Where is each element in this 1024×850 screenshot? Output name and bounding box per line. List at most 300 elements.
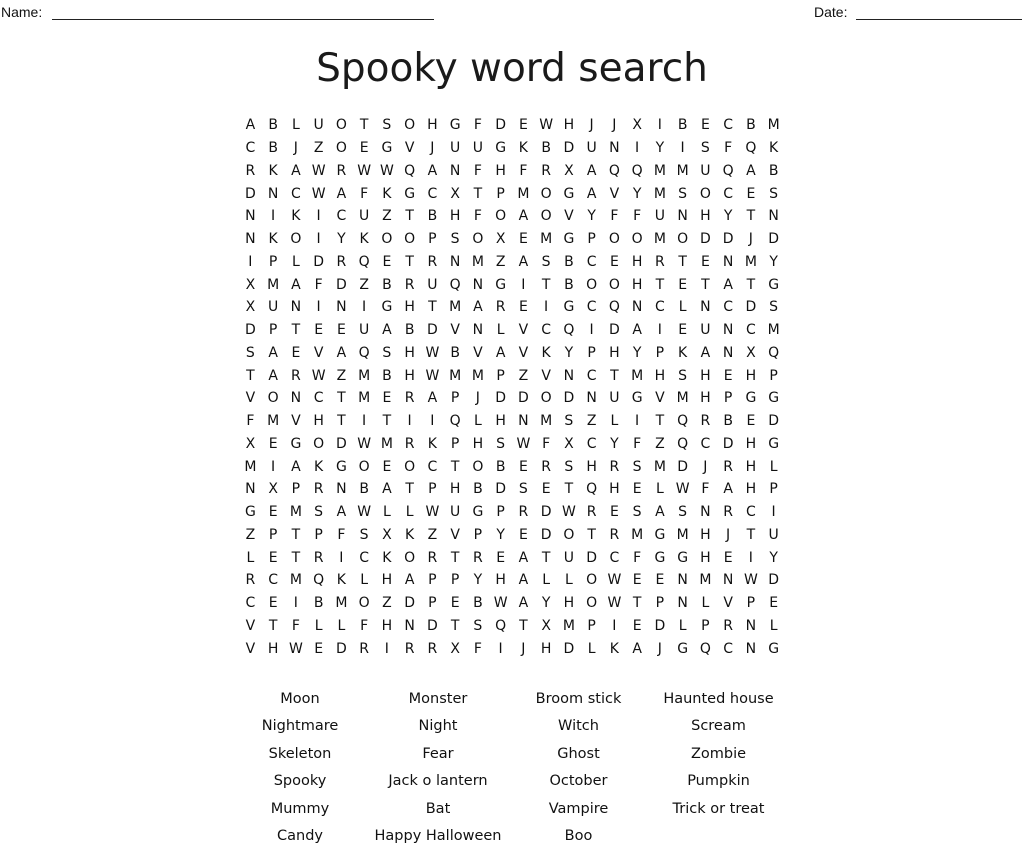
grid-letter: H xyxy=(313,413,324,430)
grid-letter: J xyxy=(430,140,435,157)
grid-letter: O xyxy=(608,231,620,248)
grid-letter: V xyxy=(541,367,551,384)
grid-letter: S xyxy=(245,344,255,361)
grid-letter: T xyxy=(428,299,437,316)
grid-letter: D xyxy=(335,276,347,293)
grid-letter: S xyxy=(678,367,688,384)
grid-letter: Z xyxy=(336,367,347,384)
grid-letter: B xyxy=(541,140,551,157)
grid-letter: S xyxy=(450,231,460,248)
grid-letter: V xyxy=(404,140,415,157)
grid-letter: N xyxy=(472,322,484,339)
grid-letter: F xyxy=(724,140,733,157)
grid-letter: G xyxy=(768,390,780,407)
grid-letter: D xyxy=(335,640,347,657)
word-list xyxy=(230,685,786,850)
grid-letter: E xyxy=(723,549,733,566)
grid-letter: N xyxy=(745,617,757,634)
grid-letter: T xyxy=(519,617,528,634)
grid-letter: L xyxy=(542,572,551,589)
grid-letter: N xyxy=(290,390,302,407)
grid-letter: P xyxy=(428,231,437,248)
grid-letter: Q xyxy=(745,140,757,157)
word-list-item: Nightmare xyxy=(261,718,339,735)
grid-letter: N xyxy=(449,162,461,179)
grid-letter: E xyxy=(518,117,528,134)
grid-letter: H xyxy=(700,526,711,543)
grid-letter: P xyxy=(769,481,778,498)
grid-letter: I xyxy=(384,640,389,657)
grid-letter: L xyxy=(473,413,482,430)
grid-letter: L xyxy=(496,322,505,339)
grid-letter: E xyxy=(268,504,278,521)
grid-letter: H xyxy=(745,435,757,452)
word-list-item: Zombie xyxy=(690,745,747,762)
grid-letter: R xyxy=(609,526,620,543)
grid-letter: K xyxy=(268,231,278,248)
grid-letter: T xyxy=(610,367,619,384)
grid-letter: D xyxy=(768,413,780,430)
grid-letter: V xyxy=(245,390,256,407)
grid-letter: R xyxy=(609,458,620,475)
grid-letter: X xyxy=(450,185,460,202)
grid-letter: W xyxy=(357,162,372,179)
grid-letter: O xyxy=(608,276,620,293)
grid-letter: H xyxy=(472,435,484,452)
grid-letter: N xyxy=(267,185,279,202)
grid-letter: Q xyxy=(722,162,734,179)
grid-letter: N xyxy=(677,208,688,225)
grid-letter: N xyxy=(677,572,688,589)
grid-letter: K xyxy=(518,140,528,157)
grid-letter: J xyxy=(657,640,662,657)
grid-letter: U xyxy=(427,276,438,293)
word-list-item: Vampire xyxy=(548,800,609,817)
grid-letter: W xyxy=(425,367,440,384)
grid-letter: M xyxy=(471,253,484,270)
grid-letter: U xyxy=(450,140,461,157)
grid-letter: O xyxy=(335,140,347,157)
grid-letter: H xyxy=(700,549,711,566)
grid-letter: Q xyxy=(677,435,689,452)
grid-letter: K xyxy=(336,572,346,589)
word-list-item: Trick or treat xyxy=(672,800,765,817)
grid-letter: Z xyxy=(313,140,324,157)
grid-letter: I xyxy=(612,617,617,634)
grid-letter: A xyxy=(336,185,347,202)
grid-letter: E xyxy=(382,253,392,270)
grid-letter: P xyxy=(655,595,665,612)
grid-letter: T xyxy=(746,276,756,293)
word-list-item: Witch xyxy=(558,718,599,735)
grid-letter: E xyxy=(518,299,528,316)
grid-letter: H xyxy=(563,117,575,134)
grid-letter: J xyxy=(475,390,480,407)
grid-letter: Y xyxy=(632,344,642,361)
grid-letter: M xyxy=(517,185,530,202)
grid-letter: T xyxy=(450,458,460,475)
grid-letter: N xyxy=(768,208,779,225)
grid-letter: P xyxy=(450,390,460,407)
grid-letter: H xyxy=(495,162,506,179)
grid-letter: N xyxy=(700,299,711,316)
grid-letter: O xyxy=(267,390,279,407)
grid-letter: L xyxy=(246,549,255,566)
grid-letter: Q xyxy=(495,617,507,634)
grid-letter: D xyxy=(722,231,734,248)
grid-letter: E xyxy=(450,595,460,612)
grid-letter: L xyxy=(382,504,391,521)
grid-letter: V xyxy=(245,617,256,634)
grid-letter: P xyxy=(769,367,778,384)
name-field-line xyxy=(52,19,434,20)
grid-letter: D xyxy=(313,253,325,270)
grid-letter: A xyxy=(382,481,392,498)
grid-letter: E xyxy=(746,413,756,430)
grid-letter: D xyxy=(654,617,666,634)
grid-letter: A xyxy=(427,390,438,407)
grid-letter: C xyxy=(245,140,256,157)
grid-letter: D xyxy=(404,595,416,612)
grid-letter: P xyxy=(655,344,665,361)
grid-letter: T xyxy=(541,276,551,293)
grid-letter: O xyxy=(472,231,484,248)
grid-letter: R xyxy=(427,640,438,657)
grid-letter: F xyxy=(701,481,710,498)
grid-letter: F xyxy=(633,208,642,225)
page-title: Spooky word search xyxy=(316,46,708,91)
grid-letter: M xyxy=(631,526,644,543)
grid-letter: N xyxy=(336,299,347,316)
grid-letter: S xyxy=(518,481,528,498)
grid-letter: A xyxy=(518,253,529,270)
grid-letter: E xyxy=(359,140,369,157)
grid-letter: M xyxy=(244,458,257,475)
grid-letter: Q xyxy=(358,344,370,361)
grid-letter: T xyxy=(337,390,346,407)
grid-letter: I xyxy=(407,413,412,430)
grid-letter: E xyxy=(382,390,392,407)
grid-letter: O xyxy=(404,117,416,134)
grid-letter: N xyxy=(336,481,347,498)
word-list-item: Jack o lantern xyxy=(388,773,488,790)
grid-letter: P xyxy=(268,526,278,543)
grid-letter: A xyxy=(586,185,597,202)
grid-letter: C xyxy=(586,299,597,316)
grid-letter: E xyxy=(678,276,688,293)
grid-letter: L xyxy=(337,617,346,634)
grid-letter: R xyxy=(427,253,438,270)
grid-letter: S xyxy=(314,504,324,521)
grid-letter: N xyxy=(245,481,256,498)
grid-letter: F xyxy=(633,435,642,452)
grid-letter: X xyxy=(564,162,574,179)
grid-letter: M xyxy=(358,367,371,384)
grid-letter: H xyxy=(404,299,415,316)
word-list-item: Broom stick xyxy=(535,690,622,707)
word-list-item: Mummy xyxy=(270,800,330,817)
grid-letter: R xyxy=(495,299,506,316)
grid-letter: O xyxy=(540,390,552,407)
grid-letter: M xyxy=(335,595,348,612)
grid-letter: O xyxy=(335,117,347,134)
grid-letter: D xyxy=(495,481,507,498)
grid-letter: A xyxy=(291,458,301,475)
grid-letter: J xyxy=(612,117,617,134)
grid-letter: M xyxy=(380,435,393,452)
grid-letter: R xyxy=(473,549,483,566)
grid-letter: I xyxy=(657,322,662,339)
grid-letter: D xyxy=(768,231,780,248)
grid-letter: B xyxy=(564,253,574,270)
grid-letter: T xyxy=(382,413,392,430)
grid-letter: N xyxy=(245,208,256,225)
grid-letter: V xyxy=(655,390,665,407)
grid-letter: X xyxy=(382,526,392,543)
grid-letter: U xyxy=(472,140,483,157)
grid-letter: P xyxy=(291,481,301,498)
grid-letter: D xyxy=(677,458,689,475)
grid-letter: H xyxy=(631,253,643,270)
grid-letter: B xyxy=(450,344,460,361)
grid-letter: L xyxy=(678,299,687,316)
word-list-item: Boo xyxy=(564,828,593,845)
grid-letter: R xyxy=(723,458,733,475)
grid-letter: P xyxy=(428,595,437,612)
grid-letter: Q xyxy=(608,162,620,179)
grid-letter: K xyxy=(769,140,779,157)
grid-letter: C xyxy=(336,208,347,225)
grid-letter: D xyxy=(722,435,734,452)
grid-letter: A xyxy=(518,549,529,566)
grid-letter: N xyxy=(563,367,575,384)
grid-letter: K xyxy=(359,231,369,248)
word-list-item: Spooky xyxy=(273,773,327,790)
grid-letter: H xyxy=(404,367,415,384)
grid-letter: W xyxy=(743,572,758,589)
grid-letter: A xyxy=(655,504,665,521)
grid-letter: W xyxy=(425,504,440,521)
grid-letter: C xyxy=(427,458,438,475)
grid-letter: N xyxy=(290,299,302,316)
grid-letter: X xyxy=(495,231,506,248)
grid-letter: I xyxy=(635,140,640,157)
grid-letter: T xyxy=(564,481,574,498)
grid-letter: N xyxy=(609,140,620,157)
grid-letter: S xyxy=(541,253,551,270)
grid-letter: H xyxy=(700,390,711,407)
grid-letter: H xyxy=(449,208,461,225)
grid-letter: N xyxy=(404,617,415,634)
grid-letter: H xyxy=(427,117,438,134)
grid-letter: T xyxy=(268,617,278,634)
grid-letter: Y xyxy=(769,549,778,566)
grid-letter: C xyxy=(745,322,756,339)
grid-letter: W xyxy=(675,481,690,498)
grid-letter: O xyxy=(586,276,598,293)
word-list-item: Happy Halloween xyxy=(374,828,502,845)
grid-letter: L xyxy=(314,617,323,634)
grid-letter: H xyxy=(449,481,461,498)
grid-letter: S xyxy=(678,185,688,202)
grid-letter: K xyxy=(314,458,324,475)
grid-letter: O xyxy=(631,231,643,248)
grid-letter: P xyxy=(450,435,460,452)
grid-letter: E xyxy=(609,253,619,270)
grid-letter: S xyxy=(632,458,642,475)
grid-letter: A xyxy=(746,162,756,179)
grid-letter: H xyxy=(745,458,757,475)
grid-letter: I xyxy=(271,458,276,475)
grid-letter: T xyxy=(405,253,414,270)
grid-letter: C xyxy=(723,640,734,657)
grid-letter: T xyxy=(405,208,414,225)
grid-letter: C xyxy=(427,185,438,202)
grid-letter: G xyxy=(381,299,393,316)
grid-letter: E xyxy=(518,231,528,248)
word-list-item: Night xyxy=(418,718,458,735)
grid-letter: C xyxy=(609,549,620,566)
grid-letter: A xyxy=(291,276,301,293)
grid-letter: C xyxy=(723,299,734,316)
word-list-item: Skeleton xyxy=(268,745,332,762)
grid-letter: S xyxy=(382,344,392,361)
grid-letter: X xyxy=(632,117,642,134)
grid-letter: T xyxy=(587,526,596,543)
grid-letter: Z xyxy=(495,253,506,270)
grid-letter: I xyxy=(680,140,685,157)
grid-letter: F xyxy=(473,162,482,179)
grid-letter: H xyxy=(381,572,393,589)
date-label: Date: xyxy=(814,4,848,20)
grid-letter: Q xyxy=(699,640,711,657)
grid-letter: D xyxy=(586,549,598,566)
grid-letter: Q xyxy=(563,322,575,339)
grid-letter: T xyxy=(746,208,756,225)
grid-letter: X xyxy=(268,481,278,498)
grid-letter: O xyxy=(404,231,416,248)
grid-letter: X xyxy=(450,640,460,657)
grid-letter: M xyxy=(653,231,666,248)
grid-letter: K xyxy=(382,185,392,202)
grid-letter: J xyxy=(293,140,298,157)
grid-letter: A xyxy=(518,572,529,589)
grid-letter: T xyxy=(655,276,665,293)
grid-letter: B xyxy=(382,367,392,384)
grid-letter: I xyxy=(498,640,503,657)
grid-letter: C xyxy=(586,253,597,270)
grid-letter: F xyxy=(360,617,369,634)
grid-letter: T xyxy=(678,253,687,270)
grid-letter: S xyxy=(632,504,642,521)
grid-letter: N xyxy=(631,299,643,316)
word-list-item: Fear xyxy=(422,745,454,762)
grid-letter: H xyxy=(540,640,552,657)
grid-letter: L xyxy=(701,595,710,612)
grid-letter: P xyxy=(587,344,596,361)
grid-letter: O xyxy=(313,435,325,452)
grid-letter: C xyxy=(313,390,324,407)
grid-letter: K xyxy=(268,162,278,179)
grid-letter: D xyxy=(699,231,711,248)
grid-letter: O xyxy=(358,458,370,475)
grid-letter: A xyxy=(268,367,278,384)
grid-letter: I xyxy=(248,253,253,270)
grid-letter: O xyxy=(540,208,552,225)
grid-letter: R xyxy=(404,390,415,407)
grid-letter: F xyxy=(360,185,369,202)
grid-letter: B xyxy=(382,276,392,293)
grid-letter: D xyxy=(540,526,552,543)
grid-letter: O xyxy=(586,572,598,589)
grid-letter: I xyxy=(271,208,276,225)
grid-letter: A xyxy=(495,344,506,361)
grid-letter: V xyxy=(450,322,460,339)
grid-letter: M xyxy=(289,572,302,589)
grid-letter: W xyxy=(425,344,440,361)
grid-letter: T xyxy=(246,367,255,384)
grid-letter: V xyxy=(450,526,460,543)
grid-letter: U xyxy=(359,208,370,225)
grid-letter: Y xyxy=(769,253,778,270)
grid-letter: C xyxy=(723,117,734,134)
grid-letter: Z xyxy=(245,526,256,543)
grid-letter: G xyxy=(654,549,666,566)
grid-letter: M xyxy=(631,367,644,384)
grid-letter: M xyxy=(767,322,780,339)
grid-letter: F xyxy=(473,640,482,657)
grid-letter: N xyxy=(245,231,256,248)
grid-letter: U xyxy=(609,390,620,407)
grid-letter: Y xyxy=(610,435,619,452)
grid-letter: K xyxy=(541,344,551,361)
grid-letter: W xyxy=(607,595,622,612)
grid-letter: R xyxy=(518,504,529,521)
word-list-item: October xyxy=(549,773,608,790)
grid-letter: W xyxy=(493,595,508,612)
grid-letter: R xyxy=(313,549,324,566)
grid-letter: A xyxy=(336,504,347,521)
grid-letter: E xyxy=(632,617,642,634)
grid-letter: F xyxy=(633,549,642,566)
grid-letter: F xyxy=(519,162,528,179)
grid-letter: L xyxy=(291,117,300,134)
grid-letter: M xyxy=(676,526,689,543)
grid-letter: S xyxy=(769,185,779,202)
grid-letter: I xyxy=(316,299,321,316)
grid-letter: O xyxy=(495,208,507,225)
grid-letter: P xyxy=(701,617,710,634)
grid-letter: Q xyxy=(768,344,780,361)
grid-letter: Q xyxy=(358,253,370,270)
grid-letter: N xyxy=(722,253,734,270)
grid-letter: H xyxy=(609,481,620,498)
grid-letter: U xyxy=(586,140,597,157)
grid-letter: G xyxy=(449,117,461,134)
grid-letter: H xyxy=(700,208,711,225)
word-list-item: Haunted house xyxy=(663,690,774,707)
grid-letter: V xyxy=(473,344,483,361)
grid-letter: M xyxy=(653,185,666,202)
grid-letter: D xyxy=(563,640,575,657)
grid-letter: H xyxy=(700,367,711,384)
grid-letter: I xyxy=(589,322,594,339)
grid-letter: D xyxy=(608,322,620,339)
grid-letter: C xyxy=(586,435,597,452)
grid-letter: C xyxy=(654,299,665,316)
grid-letter: B xyxy=(768,162,779,179)
grid-letter: M xyxy=(767,117,780,134)
